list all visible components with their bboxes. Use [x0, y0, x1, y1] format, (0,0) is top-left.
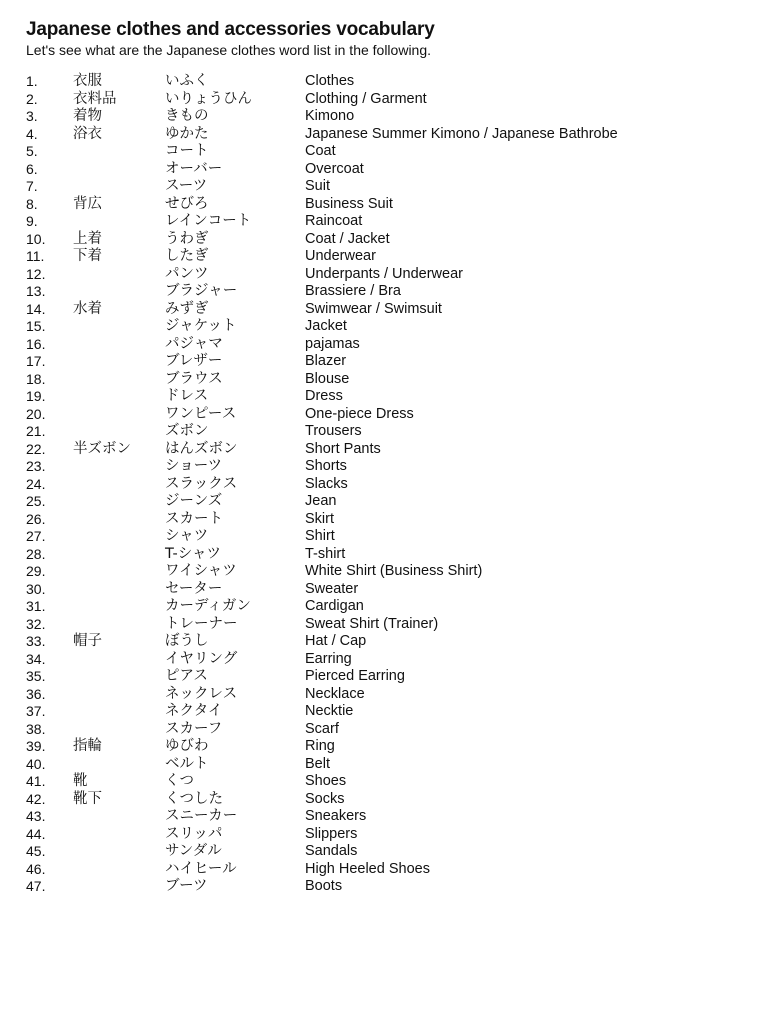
- kana-reading: スカート: [165, 510, 223, 527]
- kana-reading: ベルト: [165, 755, 209, 772]
- english-meaning: Boots: [305, 878, 343, 894]
- kanji-word: [73, 756, 165, 774]
- item-number: 45.: [26, 843, 46, 859]
- item-number: 14.: [26, 300, 46, 317]
- kanji-word: [73, 423, 165, 441]
- kana-reading: オーバー: [165, 160, 223, 177]
- vocabulary-row: [26, 738, 746, 756]
- vocabulary-row: [26, 563, 746, 581]
- english-meaning: One-piece Dress: [305, 405, 414, 422]
- kanji-word: [73, 826, 165, 844]
- kana-reading: ジャケット: [165, 318, 237, 334]
- kana-reading: ブレザー: [165, 353, 223, 369]
- vocabulary-row: [26, 686, 746, 704]
- vocabulary-row: [26, 441, 746, 459]
- vocabulary-row: [26, 301, 746, 319]
- kana-reading: T-シャツ: [165, 545, 221, 562]
- english-meaning: Slacks: [305, 475, 348, 492]
- kana-reading: ブーツ: [165, 878, 208, 894]
- item-number: 7.: [26, 178, 38, 194]
- vocabulary-row: [26, 353, 746, 371]
- english-meaning: Business Suit: [305, 195, 393, 212]
- vocabulary-row: [26, 458, 746, 476]
- kanji-word: [73, 178, 165, 196]
- english-meaning: Trousers: [305, 423, 362, 439]
- vocabulary-row: [26, 423, 746, 441]
- kana-reading: ズボン: [165, 423, 209, 439]
- vocabulary-row: [26, 808, 746, 826]
- english-meaning: Coat: [305, 143, 336, 159]
- item-number: 2.: [26, 90, 38, 107]
- kanji-word: [73, 511, 165, 529]
- vocabulary-row: [26, 213, 746, 231]
- item-number: 4.: [26, 125, 38, 142]
- kana-reading: ジーンズ: [165, 493, 223, 509]
- english-meaning: Slippers: [305, 825, 358, 842]
- item-number: 36.: [26, 685, 46, 702]
- vocabulary-row: [26, 196, 746, 214]
- vocabulary-row: [26, 283, 746, 301]
- item-number: 9.: [26, 213, 38, 229]
- kana-reading: ネクタイ: [165, 703, 223, 719]
- kana-reading: ブラウス: [165, 370, 223, 387]
- kana-reading: きもの: [165, 108, 209, 124]
- kana-reading: ピアス: [165, 668, 208, 684]
- kanji-word: [73, 598, 165, 616]
- kanji-word: [73, 336, 165, 354]
- english-meaning: Overcoat: [305, 160, 364, 177]
- kanji-word: [73, 318, 165, 336]
- english-meaning: Jacket: [305, 318, 347, 334]
- english-meaning: Scarf: [305, 720, 339, 737]
- kanji-word: [73, 703, 165, 721]
- kanji-word: [73, 563, 165, 581]
- vocabulary-row: [26, 476, 746, 494]
- item-number: 47.: [26, 878, 46, 894]
- vocabulary-list: [26, 73, 746, 896]
- english-meaning: Coat / Jacket: [305, 230, 390, 247]
- vocabulary-row: [26, 703, 746, 721]
- kana-reading: ブラジャー: [165, 283, 238, 299]
- item-number: 23.: [26, 458, 46, 474]
- kanji-word: [73, 686, 165, 704]
- kana-reading: はんズボン: [165, 440, 238, 457]
- kanji-word: 指輪: [73, 738, 102, 754]
- english-meaning: pajamas: [305, 335, 360, 352]
- item-number: 39.: [26, 738, 46, 754]
- item-number: 42.: [26, 790, 46, 807]
- item-number: 40.: [26, 755, 46, 772]
- english-meaning: Raincoat: [305, 213, 363, 229]
- english-meaning: Underpants / Underwear: [305, 265, 463, 282]
- item-number: 20.: [26, 405, 46, 422]
- kanji-word: [73, 721, 165, 739]
- item-number: 24.: [26, 475, 46, 492]
- kana-reading: ぼうし: [165, 633, 209, 649]
- document-page: [26, 18, 746, 896]
- kanji-word: 衣料品: [73, 90, 117, 107]
- english-meaning: Clothing / Garment: [305, 90, 427, 107]
- kanji-word: [73, 493, 165, 511]
- english-meaning: Socks: [305, 790, 345, 807]
- kana-reading: レインコート: [165, 213, 252, 229]
- item-number: 38.: [26, 720, 46, 737]
- kana-reading: ゆかた: [165, 125, 209, 142]
- item-number: 1.: [26, 73, 38, 89]
- vocabulary-row: [26, 756, 746, 774]
- vocabulary-row: [26, 721, 746, 739]
- english-meaning: Underwear: [305, 248, 376, 264]
- kana-reading: くつ: [165, 773, 194, 789]
- item-number: 30.: [26, 580, 46, 597]
- kanji-word: [73, 581, 165, 599]
- item-number: 21.: [26, 423, 46, 439]
- kanji-word: [73, 808, 165, 826]
- item-number: 12.: [26, 265, 46, 282]
- vocabulary-row: [26, 388, 746, 406]
- item-number: 3.: [26, 108, 38, 124]
- english-meaning: Sandals: [305, 843, 358, 859]
- kanji-word: [73, 476, 165, 494]
- english-meaning: Brassiere / Bra: [305, 283, 401, 299]
- kanji-word: 半ズボン: [73, 440, 131, 457]
- kana-reading: ワイシャツ: [165, 563, 237, 579]
- kanji-word: [73, 266, 165, 284]
- kanji-word: [73, 371, 165, 389]
- vocabulary-row: [26, 843, 746, 861]
- kanji-word: 靴: [73, 773, 88, 789]
- english-meaning: Necklace: [305, 685, 365, 702]
- vocabulary-row: [26, 826, 746, 844]
- item-number: 37.: [26, 703, 46, 719]
- kana-reading: サンダル: [165, 843, 222, 859]
- vocabulary-row: [26, 616, 746, 634]
- vocabulary-row: [26, 878, 746, 896]
- kana-reading: したぎ: [165, 248, 209, 264]
- english-meaning: Necktie: [305, 703, 354, 719]
- kanji-word: 衣服: [73, 73, 102, 89]
- vocabulary-row: [26, 371, 746, 389]
- kanji-word: [73, 283, 165, 301]
- kanji-word: 水着: [73, 300, 102, 317]
- item-number: 43.: [26, 808, 46, 824]
- vocabulary-row: [26, 773, 746, 791]
- item-number: 31.: [26, 598, 46, 614]
- kanji-word: [73, 878, 165, 896]
- item-number: 13.: [26, 283, 46, 299]
- item-number: 5.: [26, 143, 38, 159]
- kana-reading: スリッパ: [165, 825, 223, 842]
- english-meaning: Blazer: [305, 353, 347, 369]
- vocabulary-row: [26, 598, 746, 616]
- kana-reading: パジャマ: [165, 335, 223, 352]
- kanji-word: [73, 528, 165, 546]
- item-number: 41.: [26, 773, 46, 789]
- vocabulary-row: [26, 108, 746, 126]
- item-number: 44.: [26, 825, 46, 842]
- kanji-word: [73, 388, 165, 406]
- kana-reading: いりょうひん: [165, 90, 252, 107]
- kana-reading: コート: [165, 143, 209, 159]
- english-meaning: Shoes: [305, 773, 347, 789]
- english-meaning: Suit: [305, 178, 330, 194]
- kana-reading: スニーカー: [165, 808, 238, 824]
- kana-reading: うわぎ: [165, 230, 209, 247]
- vocabulary-row: [26, 336, 746, 354]
- english-meaning: Belt: [305, 755, 330, 772]
- vocabulary-row: [26, 528, 746, 546]
- english-meaning: Short Pants: [305, 440, 381, 457]
- kana-reading: ネックレス: [165, 685, 238, 702]
- item-number: 6.: [26, 160, 38, 177]
- kana-reading: シャツ: [165, 528, 209, 544]
- vocabulary-row: [26, 668, 746, 686]
- item-number: 35.: [26, 668, 46, 684]
- english-meaning: High Heeled Shoes: [305, 860, 430, 877]
- kana-reading: イヤリング: [165, 650, 238, 667]
- item-number: 28.: [26, 545, 46, 562]
- kanji-word: [73, 651, 165, 669]
- item-number: 32.: [26, 615, 46, 632]
- kanji-word: [73, 668, 165, 686]
- kanji-word: [73, 843, 165, 861]
- vocabulary-row: [26, 91, 746, 109]
- english-meaning: Pierced Earring: [305, 668, 405, 684]
- kanji-word: 靴下: [73, 790, 102, 807]
- english-meaning: Japanese Summer Kimono / Japanese Bathrobe: [305, 125, 618, 142]
- item-number: 19.: [26, 388, 46, 404]
- kanji-word: [73, 616, 165, 634]
- vocabulary-row: [26, 791, 746, 809]
- item-number: 16.: [26, 335, 46, 352]
- kanji-word: 背広: [73, 195, 102, 212]
- item-number: 18.: [26, 370, 46, 387]
- item-number: 34.: [26, 650, 46, 667]
- english-meaning: Shorts: [305, 458, 347, 474]
- kana-reading: セーター: [165, 580, 223, 597]
- kana-reading: いふく: [165, 73, 209, 89]
- kanji-word: [73, 353, 165, 371]
- item-number: 10.: [26, 230, 46, 247]
- english-meaning: Jean: [305, 493, 337, 509]
- item-number: 26.: [26, 510, 46, 527]
- english-meaning: Sweat Shirt (Trainer): [305, 615, 439, 632]
- kana-reading: ワンピース: [165, 405, 237, 422]
- english-meaning: Kimono: [305, 108, 355, 124]
- vocabulary-row: [26, 546, 746, 564]
- vocabulary-row: [26, 633, 746, 651]
- kana-reading: パンツ: [165, 265, 209, 282]
- vocabulary-row: [26, 161, 746, 179]
- item-number: 25.: [26, 493, 46, 509]
- kana-reading: カーディガン: [165, 598, 251, 614]
- kanji-word: 着物: [73, 108, 102, 124]
- english-meaning: Cardigan: [305, 598, 364, 614]
- item-number: 46.: [26, 860, 46, 877]
- english-meaning: Dress: [305, 388, 343, 404]
- kanji-word: 上着: [73, 230, 102, 247]
- vocabulary-row: [26, 861, 746, 879]
- kanji-word: [73, 143, 165, 161]
- kanji-word: [73, 861, 165, 879]
- english-meaning: White Shirt (Business Shirt): [305, 563, 483, 579]
- item-number: 22.: [26, 440, 46, 457]
- kana-reading: スラックス: [165, 475, 238, 492]
- english-meaning: Shirt: [305, 528, 335, 544]
- vocabulary-row: [26, 178, 746, 196]
- vocabulary-row: [26, 511, 746, 529]
- item-number: 33.: [26, 633, 46, 649]
- kana-reading: ドレス: [165, 388, 209, 404]
- kana-reading: ゆびわ: [165, 738, 209, 754]
- kana-reading: ショーツ: [165, 458, 223, 474]
- item-number: 11.: [26, 248, 45, 264]
- vocabulary-row: [26, 73, 746, 91]
- kana-reading: スーツ: [165, 178, 208, 194]
- page-subtitle: Let's see what are the Japanese clothes word list in the following.: [26, 42, 432, 58]
- item-number: 17.: [26, 353, 46, 369]
- kanji-word: 下着: [73, 248, 102, 264]
- english-meaning: Sweater: [305, 580, 359, 597]
- kana-reading: ハイヒール: [165, 860, 237, 877]
- item-number: 29.: [26, 563, 46, 579]
- vocabulary-row: [26, 493, 746, 511]
- kanji-word: [73, 458, 165, 476]
- kana-reading: スカーフ: [165, 720, 223, 737]
- vocabulary-row: [26, 318, 746, 336]
- kanji-word: 帽子: [73, 633, 102, 649]
- english-meaning: T-shirt: [305, 545, 346, 562]
- english-meaning: Blouse: [305, 370, 350, 387]
- kanji-word: [73, 213, 165, 231]
- kanji-word: [73, 546, 165, 564]
- english-meaning: Ring: [305, 738, 335, 754]
- vocabulary-row: [26, 248, 746, 266]
- vocabulary-row: [26, 231, 746, 249]
- kanji-word: 浴衣: [73, 125, 102, 142]
- kana-reading: トレーナー: [165, 615, 238, 632]
- kanji-word: [73, 406, 165, 424]
- english-meaning: Swimwear / Swimsuit: [305, 300, 442, 317]
- vocabulary-row: [26, 143, 746, 161]
- kanji-word: [73, 161, 165, 179]
- vocabulary-row: [26, 406, 746, 424]
- vocabulary-row: [26, 651, 746, 669]
- kana-reading: くつした: [165, 790, 223, 807]
- item-number: 8.: [26, 195, 38, 212]
- kana-reading: せびろ: [165, 195, 209, 212]
- english-meaning: Earring: [305, 650, 352, 667]
- item-number: 15.: [26, 318, 46, 334]
- english-meaning: Sneakers: [305, 808, 367, 824]
- vocabulary-row: [26, 126, 746, 144]
- item-number: 27.: [26, 528, 46, 544]
- vocabulary-row: [26, 581, 746, 599]
- english-meaning: Hat / Cap: [305, 633, 367, 649]
- page-title: Japanese clothes and accessories vocabulary: [26, 19, 435, 40]
- vocabulary-row: [26, 266, 746, 284]
- english-meaning: Skirt: [305, 510, 334, 527]
- english-meaning: Clothes: [305, 73, 355, 89]
- kana-reading: みずぎ: [165, 300, 209, 317]
